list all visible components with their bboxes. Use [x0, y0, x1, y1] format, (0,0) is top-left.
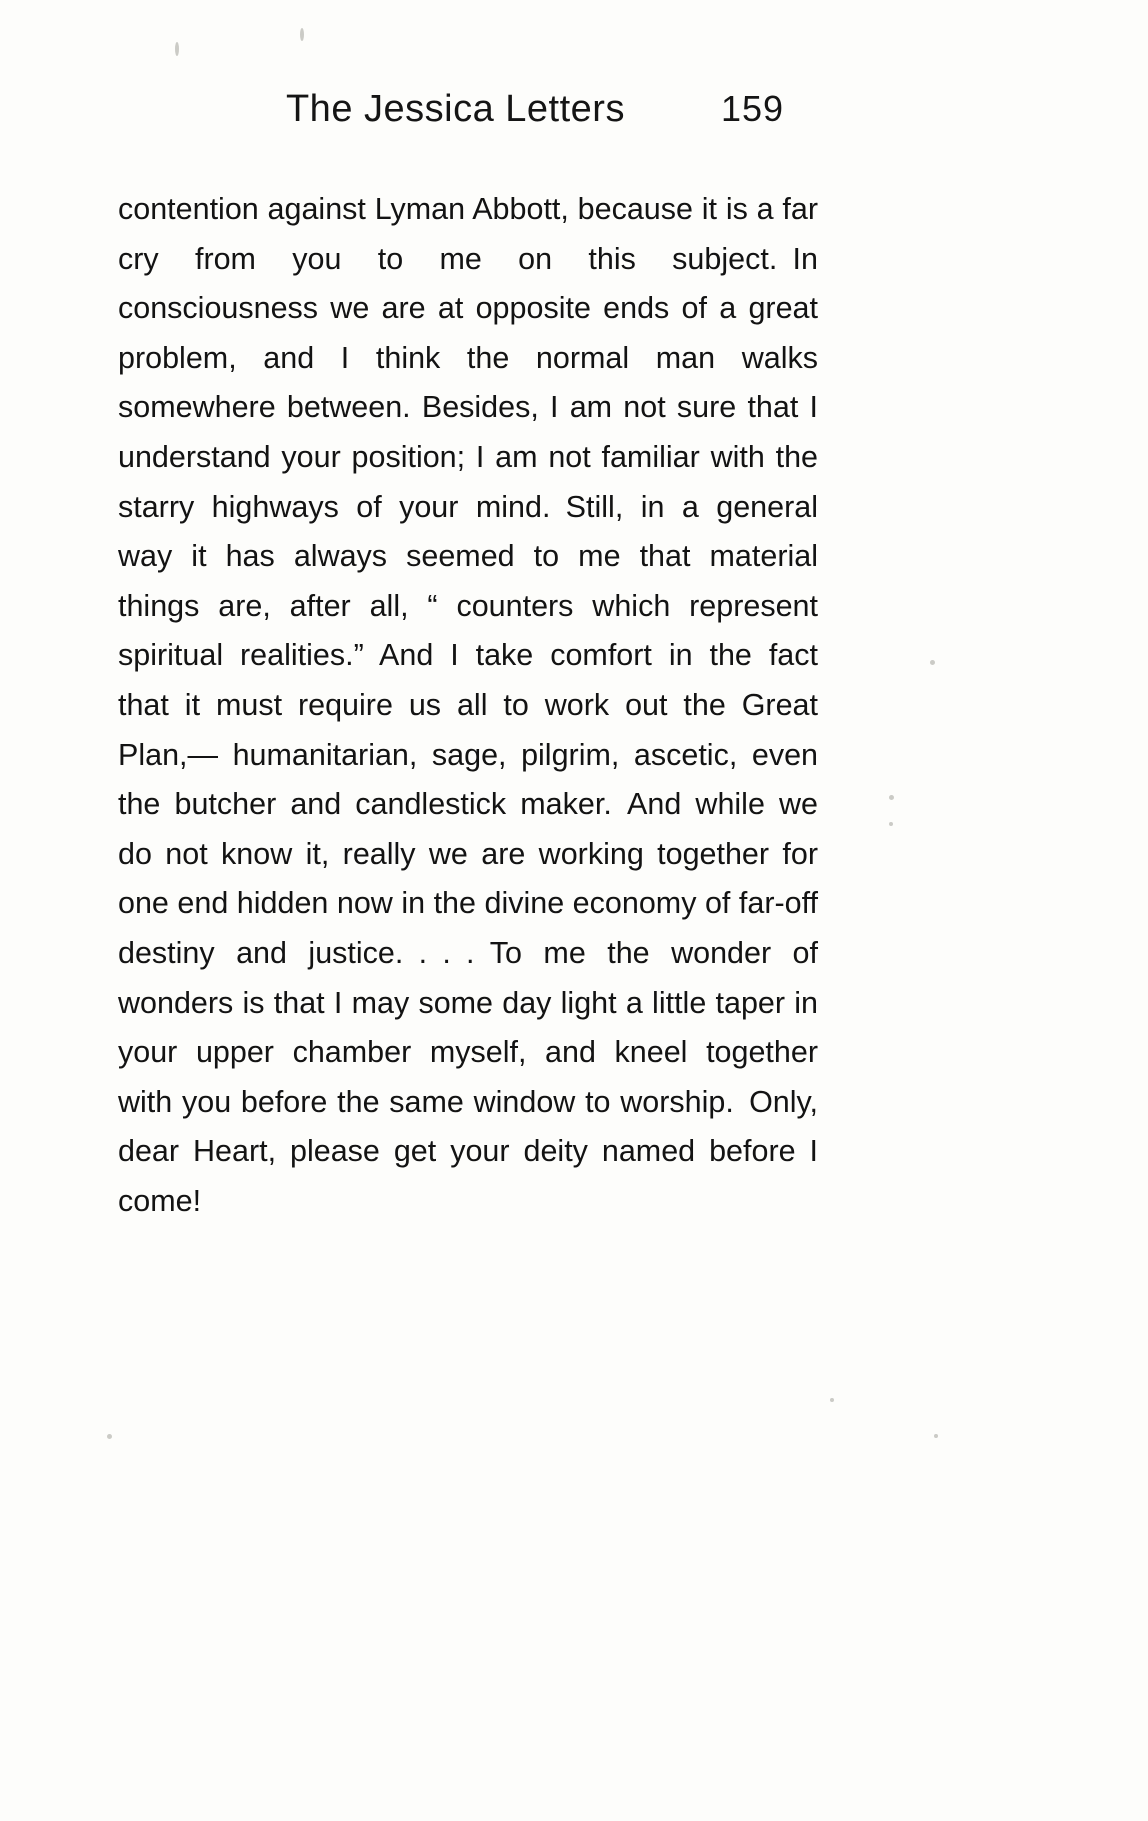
page-number: 159 — [720, 88, 785, 129]
scan-speck — [300, 28, 304, 41]
body-text — [118, 185, 818, 1276]
page-header — [130, 88, 940, 131]
body-paragraph: contention against Lyman Abbott, because it is a far cry from you to me on this subject. In consciousness we are at opposite ends of a great problem, and I think the normal man walks somewhere between. Besides, I am not sure that I understand your position; I am not familiar with the starry highways of your mind. Still, in a general way it has always seemed to me that material things are, after all, “ counters which represent spiritual realities.” And I take comfort in the fact that it must require us all to work out the Great Plan,— humanitarian, sage, pilgrim, ascetic, even the butcher and candlestick maker. And while we do not know it, really we are working together for one end hidden now in the divine economy of far-off destiny and justice. . . . To me the wonder of wonders is that I may some day light a little taper in your upper chamber myself, and kneel together with you before the same window to worship. Only, dear Heart, please get your deity named before I come! — [118, 192, 818, 1218]
scan-speck — [934, 1434, 938, 1438]
scan-speck — [830, 1398, 834, 1402]
page-title: The Jessica Letters — [285, 88, 625, 130]
scan-speck — [889, 822, 893, 826]
scan-speck — [175, 42, 179, 56]
scan-speck — [930, 660, 935, 665]
scan-speck — [107, 1434, 112, 1439]
scan-speck — [889, 795, 894, 800]
